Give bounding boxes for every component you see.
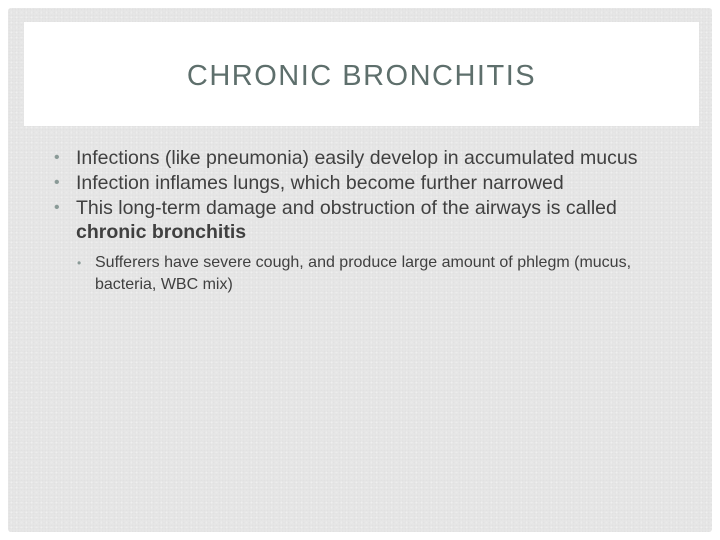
bullet-item (52, 146, 692, 170)
bullet-icon: • (54, 199, 60, 216)
bullet-item (52, 196, 692, 244)
bullet-text: Infections (like pneumonia) easily develop in accumulated mucus (76, 147, 638, 169)
bullet-text: Infection inflames lungs, which become further narrowed (76, 172, 564, 194)
title-box (24, 22, 699, 126)
slide-content (52, 146, 692, 296)
bullet-text: This long-term damage and obstruction of the airways is called (76, 197, 617, 219)
slide (8, 8, 712, 532)
bullet-item (52, 171, 692, 195)
slide-title: CHRONIC BRONCHITIS (186, 59, 537, 92)
bullet-bold-term: chronic bronchitis (76, 221, 247, 243)
sub-bullet-text: Sufferers have severe cough, and produce large amount of phlegm (mucus, bacteria, WBC mix) (95, 254, 632, 293)
sub-bullet-icon: • (77, 256, 82, 270)
bullet-icon: • (54, 149, 60, 166)
sub-bullet-item (76, 252, 692, 296)
bullet-icon: • (54, 174, 60, 191)
